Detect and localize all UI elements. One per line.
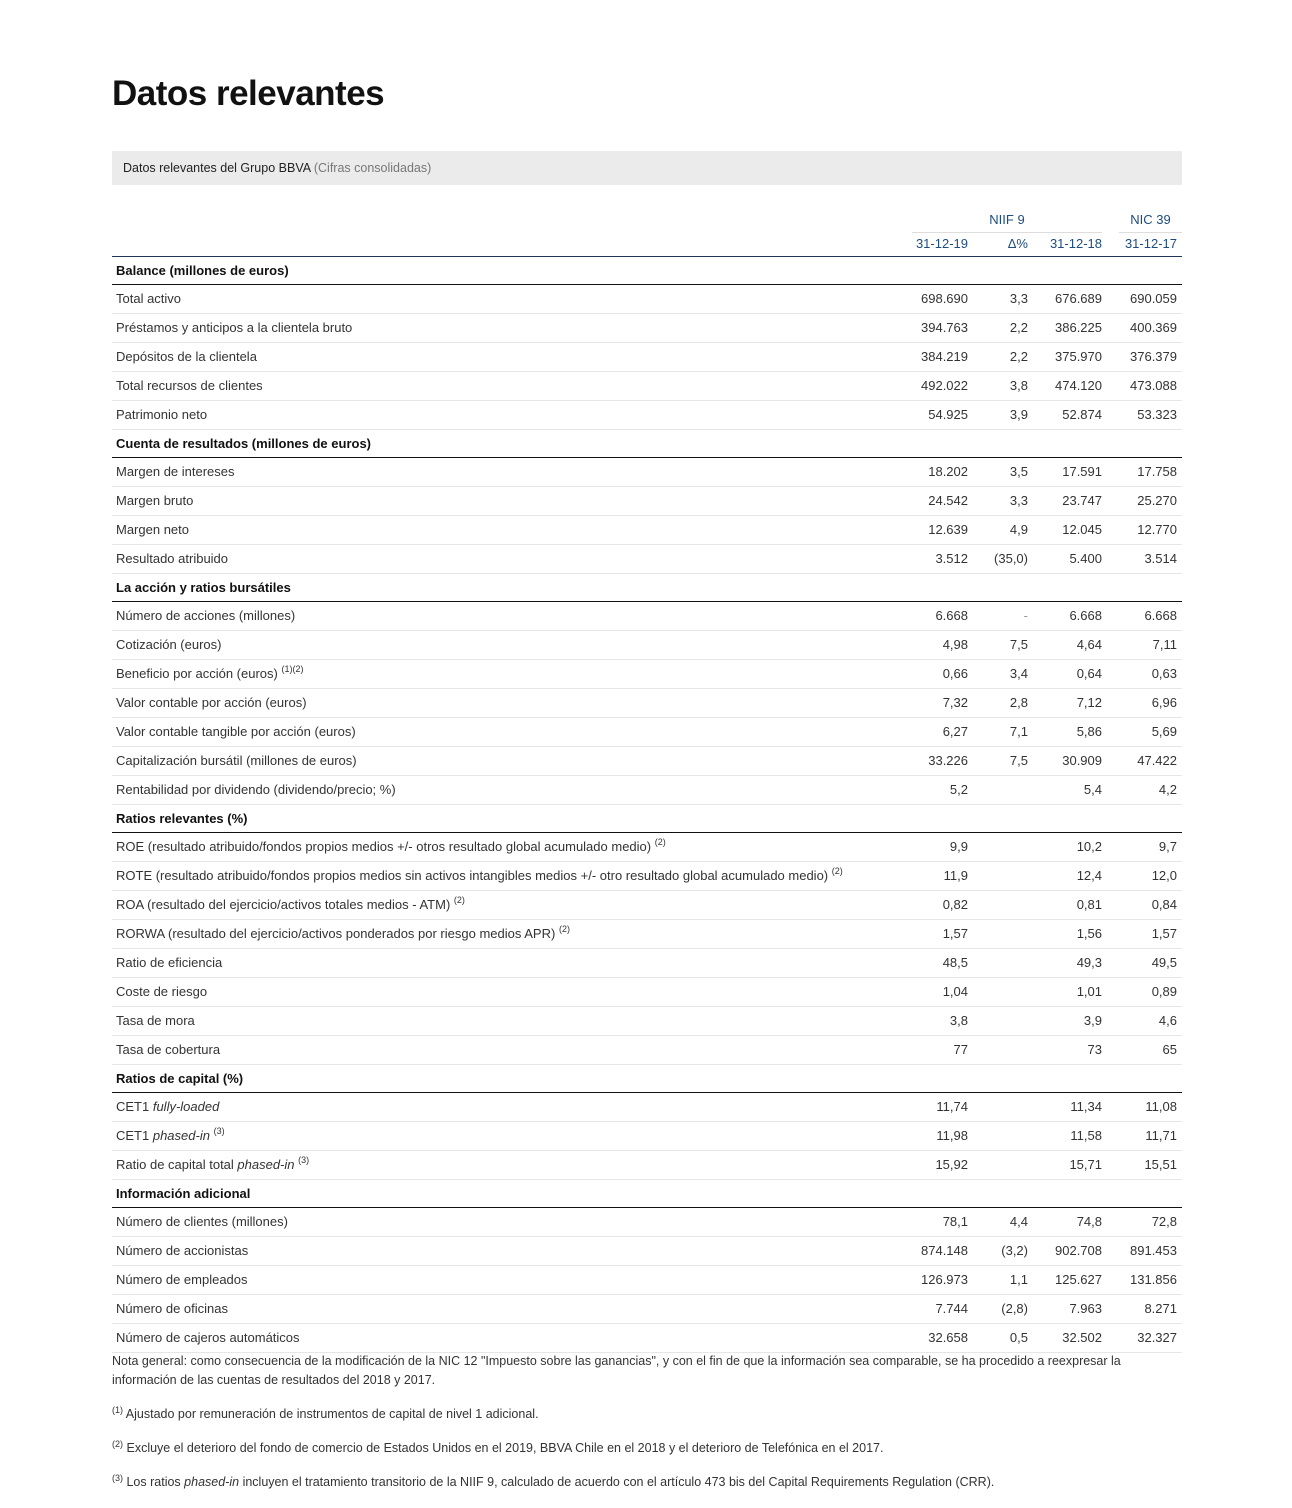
cell-value: 7,12 bbox=[1076, 695, 1102, 710]
cell-value: 47.422 bbox=[1137, 753, 1177, 768]
footnote-1 bbox=[112, 1401, 1182, 1424]
cell-value: 902.708 bbox=[1055, 1243, 1102, 1258]
cell-value: 7.963 bbox=[1069, 1301, 1102, 1316]
row-label bbox=[116, 1151, 309, 1179]
table-row bbox=[112, 660, 1182, 689]
row-label bbox=[116, 978, 207, 1006]
cell-value: 15,51 bbox=[1144, 1157, 1177, 1172]
cell-value: 0,63 bbox=[1151, 666, 1177, 681]
cell-value: 12,0 bbox=[1151, 868, 1177, 883]
column-header-31-12-17: 31-12-17 bbox=[1124, 236, 1177, 251]
table-row bbox=[112, 920, 1182, 949]
cell-value: 7,32 bbox=[942, 695, 968, 710]
cell-value: 2,8 bbox=[1009, 695, 1028, 710]
cell-value: 3,4 bbox=[1009, 666, 1028, 681]
cell-value: - bbox=[1023, 608, 1028, 623]
table-row bbox=[112, 1295, 1182, 1324]
cell-value: 891.453 bbox=[1130, 1243, 1177, 1258]
cell-value: (35,0) bbox=[994, 551, 1028, 566]
row-label-text: Número de clientes (millones) bbox=[116, 1214, 288, 1229]
cell-value: 17.591 bbox=[1062, 464, 1102, 479]
cell-value: 376.379 bbox=[1130, 349, 1177, 364]
cell-value: 394.763 bbox=[921, 320, 968, 335]
footnote-ref: (2) bbox=[831, 865, 843, 876]
cell-value: 3,9 bbox=[1083, 1013, 1102, 1028]
footnote-2-mark: (2) bbox=[112, 1439, 123, 1450]
cell-value: 0,82 bbox=[942, 897, 968, 912]
row-label-text: Número de cajeros automáticos bbox=[116, 1330, 300, 1345]
cell-value: 49,5 bbox=[1151, 955, 1177, 970]
row-label-text: Valor contable tangible por acción (euros) bbox=[116, 724, 356, 739]
footnote-ref: (2) bbox=[654, 836, 666, 847]
section-title: Información adicional bbox=[116, 1186, 251, 1201]
row-label bbox=[116, 747, 357, 775]
cell-value: 11,9 bbox=[943, 868, 968, 883]
cell-value: 4,4 bbox=[1009, 1214, 1028, 1229]
cell-value: 32.327 bbox=[1137, 1330, 1177, 1345]
table-row bbox=[112, 1007, 1182, 1036]
row-label-text: Cotización (euros) bbox=[116, 637, 222, 652]
row-label bbox=[116, 1093, 219, 1121]
cell-value: 3,8 bbox=[949, 1013, 968, 1028]
row-label bbox=[116, 891, 465, 919]
cell-value: 874.148 bbox=[921, 1243, 968, 1258]
table-row bbox=[112, 372, 1182, 401]
row-label bbox=[116, 718, 356, 746]
section-header bbox=[112, 257, 1182, 285]
cell-value: 12.639 bbox=[928, 522, 968, 537]
row-label-italic: phased-in bbox=[152, 1128, 210, 1143]
cell-value: 4,2 bbox=[1158, 782, 1177, 797]
cell-value: 0,81 bbox=[1076, 897, 1102, 912]
cell-value: 5,69 bbox=[1151, 724, 1177, 739]
cell-value: 0,84 bbox=[1151, 897, 1177, 912]
row-label bbox=[116, 689, 307, 717]
section-header bbox=[112, 805, 1182, 833]
row-label bbox=[116, 401, 207, 429]
row-label bbox=[116, 372, 263, 400]
table-row bbox=[112, 401, 1182, 430]
row-label-text: Patrimonio neto bbox=[116, 407, 208, 422]
row-label bbox=[116, 343, 257, 371]
row-label-text: Número de oficinas bbox=[116, 1301, 228, 1316]
cell-value: 1,56 bbox=[1076, 926, 1102, 941]
table-row bbox=[112, 949, 1182, 978]
footnote-ref: (2) bbox=[558, 923, 570, 934]
table-row bbox=[112, 718, 1182, 747]
row-label-text: Valor contable por acción (euros) bbox=[116, 695, 307, 710]
row-label-text: ROA (resultado del ejercicio/activos totales medios - ATM) bbox=[116, 897, 451, 912]
row-label-text: Tasa de cobertura bbox=[116, 1042, 221, 1057]
section-header bbox=[112, 1180, 1182, 1208]
row-label bbox=[116, 1324, 300, 1352]
row-label bbox=[116, 545, 228, 573]
section-title: Ratios de capital (%) bbox=[116, 1071, 244, 1086]
cell-value: 49,3 bbox=[1076, 955, 1102, 970]
table-row bbox=[112, 1324, 1182, 1353]
cell-value: 2,2 bbox=[1009, 320, 1028, 335]
table-row bbox=[112, 1208, 1182, 1237]
table-row bbox=[112, 516, 1182, 545]
row-label bbox=[116, 516, 189, 544]
table-row bbox=[112, 602, 1182, 631]
cell-value: 6.668 bbox=[1069, 608, 1102, 623]
row-label bbox=[116, 1266, 248, 1294]
cell-value: 54.925 bbox=[928, 407, 968, 422]
column-header-31-12-18: 31-12-18 bbox=[1049, 236, 1102, 251]
cell-value: 0,89 bbox=[1151, 984, 1177, 999]
cell-value: 17.758 bbox=[1137, 464, 1177, 479]
table-row bbox=[112, 1237, 1182, 1266]
footnote-3 bbox=[112, 1469, 1182, 1492]
row-label bbox=[116, 458, 235, 486]
footnotes bbox=[112, 1352, 1182, 1503]
cell-value: 690.059 bbox=[1130, 291, 1177, 306]
cell-value: (2,8) bbox=[1001, 1301, 1028, 1316]
cell-value: 1,01 bbox=[1076, 984, 1102, 999]
cell-value: 5,4 bbox=[1083, 782, 1102, 797]
row-label-text: Rentabilidad por dividendo (dividendo/precio; %) bbox=[116, 782, 396, 797]
footnote-ref: (3) bbox=[298, 1154, 310, 1165]
cell-value: 4,98 bbox=[942, 637, 968, 652]
cell-value: 473.088 bbox=[1130, 378, 1177, 393]
cell-value: 474.120 bbox=[1055, 378, 1102, 393]
cell-value: 3,3 bbox=[1009, 493, 1028, 508]
row-label bbox=[116, 1295, 228, 1323]
row-label bbox=[116, 1036, 220, 1064]
table-row bbox=[112, 1093, 1182, 1122]
row-label bbox=[116, 1208, 288, 1236]
footnote-3-text-post: incluyen el tratamiento transitorio de la NIIF 9, calculado de acuerdo con el artículo 473 bis del Capital Requirements Regulation (CRR). bbox=[242, 1475, 995, 1490]
table-row bbox=[112, 689, 1182, 718]
row-label-text: Capitalización bursátil (millones de euros) bbox=[116, 753, 357, 768]
table-row bbox=[112, 1122, 1182, 1151]
row-label bbox=[116, 487, 193, 515]
cell-value: 2,2 bbox=[1009, 349, 1028, 364]
cell-value: 74,8 bbox=[1076, 1214, 1102, 1229]
cell-value: 6,96 bbox=[1151, 695, 1177, 710]
cell-value: 32.502 bbox=[1062, 1330, 1102, 1345]
cell-value: 0,5 bbox=[1009, 1330, 1028, 1345]
cell-value: 5.400 bbox=[1069, 551, 1102, 566]
footnote-1-text: Ajustado por remuneración de instrumentos de capital de nivel 1 adicional. bbox=[125, 1407, 539, 1422]
footnote-1-mark: (1) bbox=[112, 1405, 123, 1415]
cell-value: 18.202 bbox=[928, 464, 968, 479]
page-title: Datos relevantes bbox=[112, 74, 385, 113]
row-label-text: Margen neto bbox=[116, 522, 189, 537]
cell-value: 12.770 bbox=[1137, 522, 1177, 537]
cell-value: 131.856 bbox=[1130, 1272, 1177, 1287]
cell-value: 7.744 bbox=[935, 1301, 968, 1316]
row-label-text: Margen bruto bbox=[116, 493, 194, 508]
row-label bbox=[116, 1237, 248, 1265]
table-row bbox=[112, 1266, 1182, 1295]
table-row bbox=[112, 631, 1182, 660]
row-label-text: Resultado atribuido bbox=[116, 551, 229, 566]
footnote-ref: (3) bbox=[213, 1125, 225, 1136]
table-row bbox=[112, 833, 1182, 862]
column-header-delta: Δ% bbox=[1007, 236, 1028, 251]
row-label bbox=[116, 631, 222, 659]
table-row bbox=[112, 314, 1182, 343]
cell-value: 11,98 bbox=[936, 1128, 968, 1143]
row-label bbox=[116, 862, 843, 890]
cell-value: 72,8 bbox=[1151, 1214, 1177, 1229]
row-label-text: CET1 bbox=[116, 1128, 153, 1143]
group-header-nic39: NIC 39 bbox=[1119, 211, 1182, 233]
cell-value: 3,9 bbox=[1009, 407, 1028, 422]
row-label bbox=[116, 776, 396, 804]
cell-value: 6.668 bbox=[1144, 608, 1177, 623]
cell-value: 0,66 bbox=[942, 666, 968, 681]
row-label-text: Número de empleados bbox=[116, 1272, 248, 1287]
cell-value: 73 bbox=[1087, 1042, 1102, 1057]
cell-value: 12,4 bbox=[1076, 868, 1102, 883]
cell-value: 30.909 bbox=[1062, 753, 1102, 768]
section-title: Cuenta de resultados (millones de euros) bbox=[116, 436, 371, 451]
footnote-ref: (2) bbox=[453, 894, 465, 905]
section-header bbox=[112, 430, 1182, 458]
cell-value: 3,8 bbox=[1009, 378, 1028, 393]
footnote-3-mark: (3) bbox=[112, 1473, 123, 1484]
cell-value: 1,1 bbox=[1009, 1272, 1028, 1287]
footnote-2-text: Excluye el deterioro del fondo de comercio de Estados Unidos en el 2019, BBVA Chile en el 2018 y el deterioro de Telefónica en el 2017. bbox=[126, 1441, 884, 1456]
cell-value: 698.690 bbox=[921, 291, 968, 306]
cell-value: 10,2 bbox=[1076, 839, 1102, 854]
row-label-italic: fully-loaded bbox=[152, 1099, 220, 1114]
row-label-text: RORWA (resultado del ejercicio/activos ponderados por riesgo medios APR) bbox=[116, 926, 556, 941]
cell-value: 9,9 bbox=[949, 839, 968, 854]
cell-value: 1,57 bbox=[942, 926, 968, 941]
cell-value: 6,27 bbox=[942, 724, 968, 739]
cell-value: 15,71 bbox=[1069, 1157, 1102, 1172]
cell-value: 3,5 bbox=[1009, 464, 1028, 479]
row-label bbox=[116, 314, 352, 342]
table-row bbox=[112, 978, 1182, 1007]
table-row bbox=[112, 747, 1182, 776]
row-label-text: Beneficio por acción (euros) bbox=[116, 666, 278, 681]
table-row bbox=[112, 545, 1182, 574]
row-label-text: Total recursos de clientes bbox=[116, 378, 263, 393]
cell-value: 7,5 bbox=[1009, 753, 1028, 768]
caption-main: Datos relevantes del Grupo BBVA bbox=[123, 161, 311, 175]
row-label-text: Ratio de eficiencia bbox=[116, 955, 223, 970]
row-label bbox=[116, 660, 303, 688]
row-label-text: Margen de intereses bbox=[116, 464, 235, 479]
cell-value: 8.271 bbox=[1144, 1301, 1177, 1316]
cell-value: 48,5 bbox=[942, 955, 968, 970]
cell-value: 3.512 bbox=[935, 551, 968, 566]
cell-value: 492.022 bbox=[921, 378, 968, 393]
row-label-text: ROE (resultado atribuido/fondos propios medios +/- otros resultado global acumulado medio) bbox=[116, 839, 652, 854]
cell-value: 400.369 bbox=[1130, 320, 1177, 335]
section-title: La acción y ratios bursátiles bbox=[116, 580, 291, 595]
row-label-italic: phased-in bbox=[237, 1157, 295, 1172]
cell-value: 4,64 bbox=[1076, 637, 1102, 652]
column-header-31-12-19: 31-12-19 bbox=[915, 236, 968, 251]
footnote-ref: (1)(2) bbox=[281, 663, 304, 674]
cell-value: 4,6 bbox=[1158, 1013, 1177, 1028]
table-caption bbox=[112, 151, 1182, 185]
footnote-3-text-pre: Los ratios bbox=[126, 1475, 181, 1490]
section-header bbox=[112, 1065, 1182, 1093]
data-table bbox=[112, 257, 1182, 1353]
cell-value: 5,2 bbox=[949, 782, 968, 797]
cell-value: 65 bbox=[1162, 1042, 1177, 1057]
section-title: Balance (millones de euros) bbox=[116, 263, 289, 278]
cell-value: 4,9 bbox=[1009, 522, 1028, 537]
table-row bbox=[112, 343, 1182, 372]
table-row bbox=[112, 1151, 1182, 1180]
row-label-text: Depósitos de la clientela bbox=[116, 349, 257, 364]
cell-value: 126.973 bbox=[921, 1272, 968, 1287]
cell-value: 9,7 bbox=[1158, 839, 1177, 854]
row-label-text: CET1 bbox=[116, 1099, 153, 1114]
table-row bbox=[112, 487, 1182, 516]
cell-value: (3,2) bbox=[1001, 1243, 1028, 1258]
cell-value: 11,34 bbox=[1070, 1099, 1102, 1114]
row-label bbox=[116, 833, 666, 861]
cell-value: 11,58 bbox=[1070, 1128, 1102, 1143]
row-label bbox=[116, 602, 295, 630]
footnote-3-italic: phased-in bbox=[184, 1475, 240, 1490]
row-label-text: Número de accionistas bbox=[116, 1243, 249, 1258]
row-label bbox=[116, 1122, 225, 1150]
table-row bbox=[112, 776, 1182, 805]
footnote-2 bbox=[112, 1435, 1182, 1458]
cell-value: 7,11 bbox=[1152, 637, 1177, 652]
cell-value: 7,5 bbox=[1009, 637, 1028, 652]
cell-value: 23.747 bbox=[1062, 493, 1102, 508]
table-row bbox=[112, 458, 1182, 487]
cell-value: 11,74 bbox=[936, 1099, 968, 1114]
cell-value: 15,92 bbox=[935, 1157, 968, 1172]
row-label-text: Coste de riesgo bbox=[116, 984, 208, 999]
table-row bbox=[112, 891, 1182, 920]
group-header-niif9: NIIF 9 bbox=[912, 211, 1102, 233]
cell-value: 3.514 bbox=[1144, 551, 1177, 566]
row-label bbox=[116, 1007, 195, 1035]
cell-value: 1,57 bbox=[1151, 926, 1177, 941]
cell-value: 3,3 bbox=[1009, 291, 1028, 306]
cell-value: 53.323 bbox=[1137, 407, 1177, 422]
cell-value: 25.270 bbox=[1137, 493, 1177, 508]
cell-value: 1,04 bbox=[942, 984, 968, 999]
cell-value: 52.874 bbox=[1062, 407, 1102, 422]
section-title: Ratios relevantes (%) bbox=[116, 811, 248, 826]
cell-value: 78,1 bbox=[942, 1214, 968, 1229]
caption-sub: (Cifras consolidadas) bbox=[313, 161, 432, 175]
cell-value: 11,71 bbox=[1145, 1128, 1177, 1143]
cell-value: 386.225 bbox=[1055, 320, 1102, 335]
row-label-text: Número de acciones (millones) bbox=[116, 608, 296, 623]
cell-value: 77 bbox=[953, 1042, 968, 1057]
cell-value: 11,08 bbox=[1145, 1099, 1177, 1114]
row-label bbox=[116, 920, 570, 948]
general-note: Nota general: como consecuencia de la modificación de la NIC 12 "Impuesto sobre las ganancias", y con el fin de que la información sea comparable, se ha procedido a reexpresar la información de las cuentas de resultados del 2018 y 2017. bbox=[112, 1354, 1121, 1387]
cell-value: 384.219 bbox=[921, 349, 968, 364]
section-header bbox=[112, 574, 1182, 602]
row-label bbox=[116, 285, 181, 313]
table-row bbox=[112, 285, 1182, 314]
row-label bbox=[116, 949, 222, 977]
table-row bbox=[112, 1036, 1182, 1065]
cell-value: 33.226 bbox=[928, 753, 968, 768]
cell-value: 7,1 bbox=[1009, 724, 1028, 739]
cell-value: 0,64 bbox=[1076, 666, 1102, 681]
cell-value: 375.970 bbox=[1055, 349, 1102, 364]
row-label-text: Ratio de capital total bbox=[116, 1157, 238, 1172]
table-row bbox=[112, 862, 1182, 891]
cell-value: 676.689 bbox=[1055, 291, 1102, 306]
cell-value: 24.542 bbox=[928, 493, 968, 508]
cell-value: 6.668 bbox=[935, 608, 968, 623]
cell-value: 32.658 bbox=[928, 1330, 968, 1345]
row-label-text: ROTE (resultado atribuido/fondos propios medios sin activos intangibles medios +/- otro resultado global acumulado medio) bbox=[116, 868, 829, 883]
cell-value: 5,86 bbox=[1076, 724, 1102, 739]
cell-value: 12.045 bbox=[1062, 522, 1102, 537]
row-label-text: Tasa de mora bbox=[116, 1013, 195, 1028]
row-label-text: Préstamos y anticipos a la clientela bruto bbox=[116, 320, 353, 335]
cell-value: 125.627 bbox=[1055, 1272, 1102, 1287]
row-label-text: Total activo bbox=[116, 291, 182, 306]
